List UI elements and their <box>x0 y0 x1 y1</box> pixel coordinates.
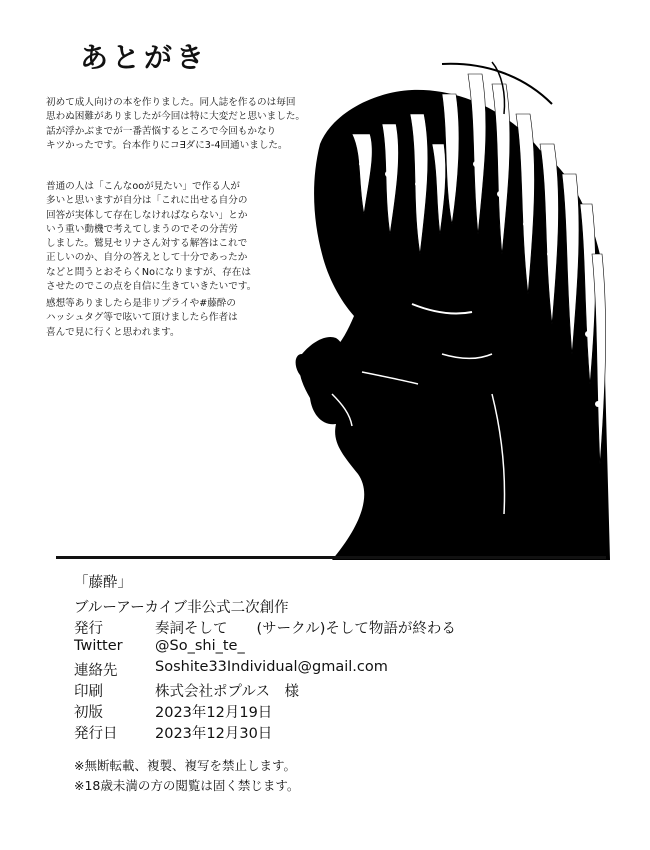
section-divider <box>56 556 606 559</box>
colophon-label: Twitter <box>74 638 123 654</box>
afterword-paragraph-3: 感想等ありましたら是非リプライや#藤酔の ハッシュタグ等で呟いて頂けましたら作者は 喜んで見に行くと思われます。 <box>46 298 238 338</box>
colophon-label: 連絡先 <box>74 663 118 679</box>
afterword-paragraph-1: 初めて成人向けの本を作りました。同人誌を作るのは毎回 思わぬ困難がありましたが今回は特に大変だと思いました。 話が浮かぶまでが一番苦悩するところで今回もかなり キツかったです。台本作りにコ∃ダに3-4回通いました。 <box>46 97 306 151</box>
colophon-value: 2023年12月19日 <box>155 705 273 721</box>
colophon-value: 株式会社ポプルス 様 <box>155 684 299 700</box>
silhouette-illustration <box>292 54 610 560</box>
afterword-heading: あとがき <box>80 41 209 74</box>
copyright-notice: ※無断転載、複製、複写を禁止します。 <box>74 758 296 773</box>
colophon-label: 発行日 <box>74 726 118 742</box>
colophon-label: 初版 <box>74 705 103 721</box>
colophon-value: 2023年12月30日 <box>155 726 273 742</box>
afterword-paragraph-2: 普通の人は「こんなooが見たい」で作る人が 多いと思いますが自分は「これに出せる自分の 回答が実体して存在しなければならない」とか いう重い動機で考えてしまうのでその分苦労 しました。鷲見セリナさん対する解答はこれで 正しいのか、自分の答えとして十分であったか などと問うとおそらくNoになりますが、存在は させたのでこの点を自信に生きていきたいです。 <box>46 181 257 293</box>
colophon-subtitle: ブルーアーカイブ非公式二次創作 <box>74 600 289 616</box>
colophon-label: 印刷 <box>74 684 103 700</box>
colophon-value: Soshite33Individual@gmail.com <box>155 659 388 675</box>
colophon-value: 奏詞そして (サークル)そして物語が終わる <box>155 621 456 637</box>
colophon-title: 「藤酔」 <box>74 575 132 591</box>
age-restriction-notice: ※18歳未満の方の閲覧は固く禁じます。 <box>74 778 300 793</box>
colophon-label: 発行 <box>74 621 103 637</box>
colophon-value: @So_shi_te_ <box>155 638 245 654</box>
